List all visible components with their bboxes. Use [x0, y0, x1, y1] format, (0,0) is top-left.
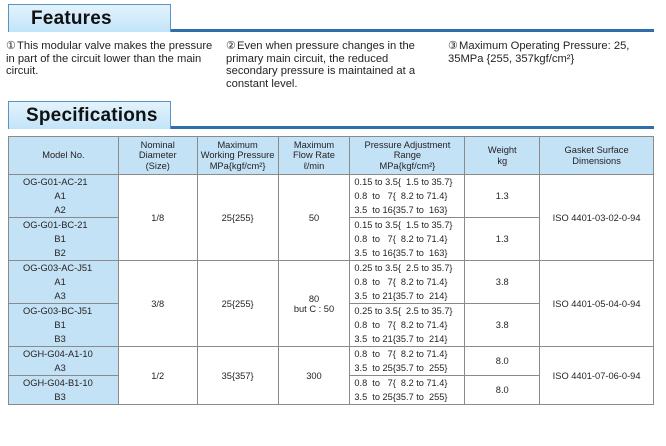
feature-number: ②	[226, 40, 237, 52]
range-cell: 0.25 to 3.5{ 2.5 to 35.7} 0.8 to 7{ 8.2 to 71.4} 3.5 to 21{35.7 to 214}	[350, 261, 465, 304]
table-row	[9, 175, 654, 218]
gasket-cell: ISO 4401-07-06-0-94	[540, 347, 654, 405]
feature-text: Even when pressure changes in the primary main circuit, the reduced secondary pressure is maintained at a constant level.	[226, 40, 416, 90]
flow-cell: 300	[278, 347, 350, 405]
specifications-table	[8, 136, 654, 405]
feature-text: This modular valve makes the pressure in part of the circuit lower than the main circuit.	[6, 40, 213, 78]
feature-item-2	[226, 40, 438, 90]
feature-number: ①	[6, 40, 17, 52]
pressure-cell: 35{357}	[197, 347, 278, 405]
feature-text: Maximum Operating Pressure: 25, 35MPa {255, 357kgf/cm²}	[448, 40, 630, 65]
diameter-cell: 3/8	[118, 261, 197, 347]
diameter-cell: 1/8	[118, 175, 197, 261]
model-cell: OG-G03-BC-J51 B1 B3	[9, 304, 119, 347]
header-weight: Weight kg	[465, 137, 540, 175]
range-cell: 0.15 to 3.5{ 1.5 to 35.7} 0.8 to 7{ 8.2 to 71.4} 3.5 to 16{35.7 to 163}	[350, 175, 465, 218]
feature-item-3	[448, 40, 660, 65]
model-cell: OGH-G04-A1-10 A3	[9, 347, 119, 376]
pressure-cell: 25{255}	[197, 261, 278, 347]
model-cell: OG-G01-AC-21 A1 A2	[9, 175, 119, 218]
feature-item-1	[6, 40, 214, 78]
gasket-cell: ISO 4401-03-02-0-94	[540, 175, 654, 261]
header-flow-rate: Maximum Flow Rate ℓ/min	[278, 137, 350, 175]
flow-cell: 50	[278, 175, 350, 261]
weight-cell: 1.3	[465, 175, 540, 218]
weight-cell: 8.0	[465, 347, 540, 376]
model-cell: OG-G01-BC-21 B1 B2	[9, 218, 119, 261]
weight-cell: 8.0	[465, 376, 540, 405]
weight-cell: 3.8	[465, 304, 540, 347]
table-header-row	[9, 137, 654, 175]
header-diameter: Nominal Diameter (Size)	[118, 137, 197, 175]
header-pressure-range: Pressure Adjustment Range MPa{kgf/cm²}	[350, 137, 465, 175]
specifications-title: Specifications	[8, 101, 171, 129]
table-row	[9, 261, 654, 304]
table-row	[9, 347, 654, 376]
features-banner	[8, 4, 654, 32]
header-gasket: Gasket Surface Dimensions	[540, 137, 654, 175]
weight-cell: 3.8	[465, 261, 540, 304]
model-cell: OG-G03-AC-J51 A1 A3	[9, 261, 119, 304]
range-cell: 0.15 to 3.5{ 1.5 to 35.7} 0.8 to 7{ 8.2 to 71.4} 3.5 to 16{35.7 to 163}	[350, 218, 465, 261]
pressure-cell: 25{255}	[197, 175, 278, 261]
model-cell: OGH-G04-B1-10 B3	[9, 376, 119, 405]
range-cell: 0.8 to 7{ 8.2 to 71.4} 3.5 to 25{35.7 to 255}	[350, 376, 465, 405]
specifications-banner	[8, 101, 654, 129]
gasket-cell: ISO 4401-05-04-0-94	[540, 261, 654, 347]
range-cell: 0.8 to 7{ 8.2 to 71.4} 3.5 to 25{35.7 to 255}	[350, 347, 465, 376]
flow-cell: 80 but C : 50	[278, 261, 350, 347]
range-cell: 0.25 to 3.5{ 2.5 to 35.7} 0.8 to 7{ 8.2 to 71.4} 3.5 to 21{35.7 to 214}	[350, 304, 465, 347]
diameter-cell: 1/2	[118, 347, 197, 405]
header-working-pressure: Maximum Working Pressure MPa{kgf/cm²}	[197, 137, 278, 175]
features-title: Features	[8, 4, 171, 32]
weight-cell: 1.3	[465, 218, 540, 261]
header-model: Model No.	[9, 137, 119, 175]
feature-number: ③	[448, 40, 459, 52]
